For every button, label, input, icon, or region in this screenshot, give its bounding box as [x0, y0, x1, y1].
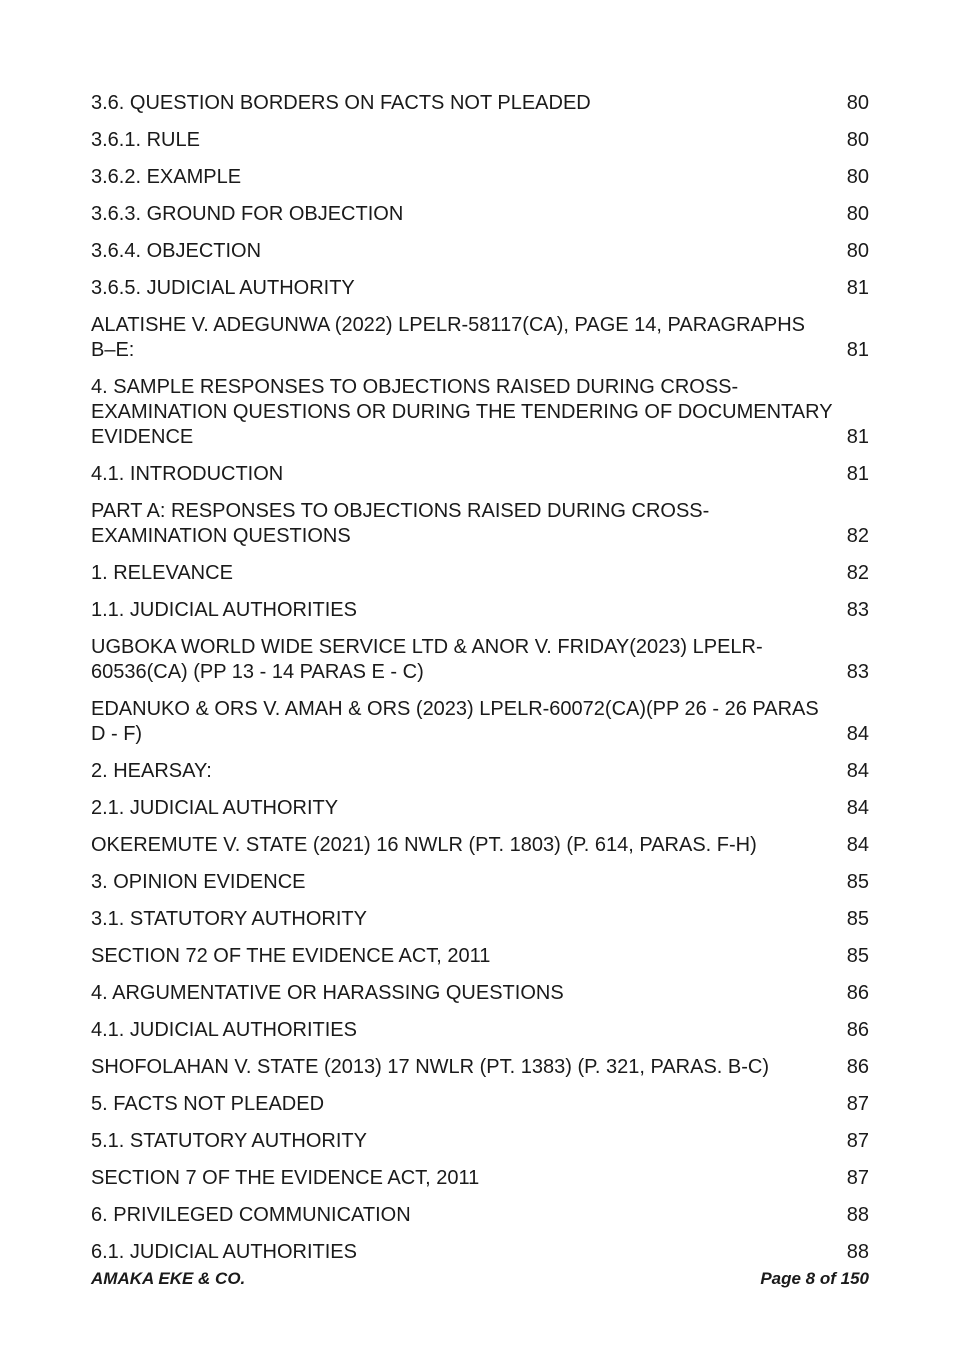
toc-entry-page: 85	[846, 908, 869, 930]
toc-entry[interactable]	[91, 1166, 869, 1191]
toc-entry-title: 3. OPINION EVIDENCE	[91, 871, 306, 893]
toc-entry[interactable]	[91, 561, 869, 586]
toc-entry-title: 5.1. STATUTORY AUTHORITY	[91, 1130, 367, 1152]
toc-entry-page: 86	[846, 1019, 869, 1041]
toc-entry-page: 81	[846, 463, 869, 485]
toc-entry-title: EDANUKO & ORS V. AMAH & ORS (2023) LPELR-60072(CA)(PP 26 - 26 PARAS D - F)	[91, 698, 819, 745]
toc-entry[interactable]	[91, 697, 869, 747]
toc-entry-title: 3.6.4. OBJECTION	[91, 240, 262, 262]
toc-entry[interactable]	[91, 944, 869, 969]
toc-entry-page: 85	[846, 871, 869, 893]
toc-entry-title: 4. ARGUMENTATIVE OR HARASSING QUESTIONS	[91, 982, 564, 1004]
toc-entry-title: 2. HEARSAY:	[91, 760, 212, 782]
toc-entry-page: 84	[846, 723, 869, 745]
toc-entry-title: 1.1. JUDICIAL AUTHORITIES	[91, 599, 357, 621]
toc-entry[interactable]	[91, 239, 869, 264]
toc-entry[interactable]	[91, 796, 869, 821]
toc-entry-page: 83	[846, 599, 869, 621]
toc-entry[interactable]	[91, 907, 869, 932]
toc-entry-title: SECTION 7 OF THE EVIDENCE ACT, 2011	[91, 1167, 480, 1189]
toc-entry[interactable]	[91, 499, 869, 549]
toc-entry-page: 88	[846, 1204, 869, 1226]
toc-entry-title: 1. RELEVANCE	[91, 562, 233, 584]
toc-entry[interactable]	[91, 870, 869, 895]
toc-entry-title: 4.1. JUDICIAL AUTHORITIES	[91, 1019, 357, 1041]
toc-entry-page: 86	[846, 1056, 869, 1078]
toc-entry-page: 84	[846, 834, 869, 856]
toc-entry[interactable]	[91, 833, 869, 858]
toc-entry-page: 81	[846, 339, 869, 361]
toc-entry-title: 4. SAMPLE RESPONSES TO OBJECTIONS RAISED DURING CROSS-EXAMINATION QUESTIONS OR DURING THE TENDERING OF DOCUMENTARY EVIDENCE	[91, 376, 833, 448]
toc-entry-page: 81	[846, 426, 869, 448]
toc-entry[interactable]	[91, 635, 869, 685]
toc-entry-title: 2.1. JUDICIAL AUTHORITY	[91, 797, 339, 819]
toc-entry-title: PART A: RESPONSES TO OBJECTIONS RAISED DURING CROSS-EXAMINATION QUESTIONS	[91, 500, 710, 547]
toc-entry[interactable]	[91, 1055, 869, 1080]
toc-entry-title: SHOFOLAHAN V. STATE (2013) 17 NWLR (PT. 1383) (P. 321, PARAS. B-C)	[91, 1056, 770, 1078]
toc-entry-page: 80	[846, 129, 869, 151]
toc-entry[interactable]	[91, 981, 869, 1006]
toc-entry-page: 80	[846, 203, 869, 225]
toc-entry[interactable]	[91, 598, 869, 623]
toc-entry-page: 80	[846, 240, 869, 262]
toc-entry-title: OKEREMUTE V. STATE (2021) 16 NWLR (PT. 1803) (P. 614, PARAS. F-H)	[91, 834, 757, 856]
toc-entry-page: 87	[846, 1167, 869, 1189]
toc-entry[interactable]	[91, 276, 869, 301]
toc-entry[interactable]	[91, 91, 869, 116]
toc-entry-title: 4.1. INTRODUCTION	[91, 463, 284, 485]
toc-entry-page: 83	[846, 661, 869, 683]
toc-entry[interactable]	[91, 462, 869, 487]
toc-entry-title: 3.6.3. GROUND FOR OBJECTION	[91, 203, 404, 225]
table-of-contents	[91, 91, 869, 1277]
toc-entry-page: 86	[846, 982, 869, 1004]
toc-entry-title: 3.6.5. JUDICIAL AUTHORITY	[91, 277, 355, 299]
toc-entry[interactable]	[91, 313, 869, 363]
toc-entry-page: 82	[846, 525, 869, 547]
toc-entry-page: 84	[846, 797, 869, 819]
toc-entry[interactable]	[91, 375, 869, 450]
toc-entry-page: 84	[846, 760, 869, 782]
toc-entry[interactable]	[91, 1092, 869, 1117]
page-footer	[91, 1269, 869, 1289]
toc-entry[interactable]	[91, 1129, 869, 1154]
toc-entry-page: 80	[846, 166, 869, 188]
toc-entry-title: 3.6. QUESTION BORDERS ON FACTS NOT PLEADED	[91, 92, 591, 114]
toc-entry[interactable]	[91, 128, 869, 153]
toc-entry-title: SECTION 72 OF THE EVIDENCE ACT, 2011	[91, 945, 491, 967]
toc-entry-page: 85	[846, 945, 869, 967]
toc-entry-page: 87	[846, 1093, 869, 1115]
toc-entry[interactable]	[91, 1018, 869, 1043]
toc-entry-title: 5. FACTS NOT PLEADED	[91, 1093, 325, 1115]
toc-entry[interactable]	[91, 165, 869, 190]
footer-page-number: Page 8 of 150	[760, 1269, 869, 1288]
toc-entry-page: 80	[846, 92, 869, 114]
toc-entry-title: 6. PRIVILEGED COMMUNICATION	[91, 1204, 411, 1226]
toc-entry-title: ALATISHE V. ADEGUNWA (2022) LPELR-58117(CA), PAGE 14, PARAGRAPHS B–E:	[91, 314, 805, 361]
footer-firm-name: AMAKA EKE & CO.	[91, 1269, 246, 1288]
toc-entry-title: 3.6.1. RULE	[91, 129, 200, 151]
toc-entry-page: 87	[846, 1130, 869, 1152]
toc-entry-title: UGBOKA WORLD WIDE SERVICE LTD & ANOR V. FRIDAY(2023) LPELR-60536(CA) (PP 13 - 14 PARAS E - C)	[91, 636, 763, 683]
toc-entry-page: 88	[846, 1241, 869, 1263]
toc-entry[interactable]	[91, 759, 869, 784]
toc-entry-page: 81	[846, 277, 869, 299]
toc-entry[interactable]	[91, 1240, 869, 1265]
toc-entry-title: 3.1. STATUTORY AUTHORITY	[91, 908, 367, 930]
toc-entry-title: 6.1. JUDICIAL AUTHORITIES	[91, 1241, 357, 1263]
toc-entry[interactable]	[91, 1203, 869, 1228]
toc-entry[interactable]	[91, 202, 869, 227]
toc-entry-title: 3.6.2. EXAMPLE	[91, 166, 242, 188]
toc-entry-page: 82	[846, 562, 869, 584]
